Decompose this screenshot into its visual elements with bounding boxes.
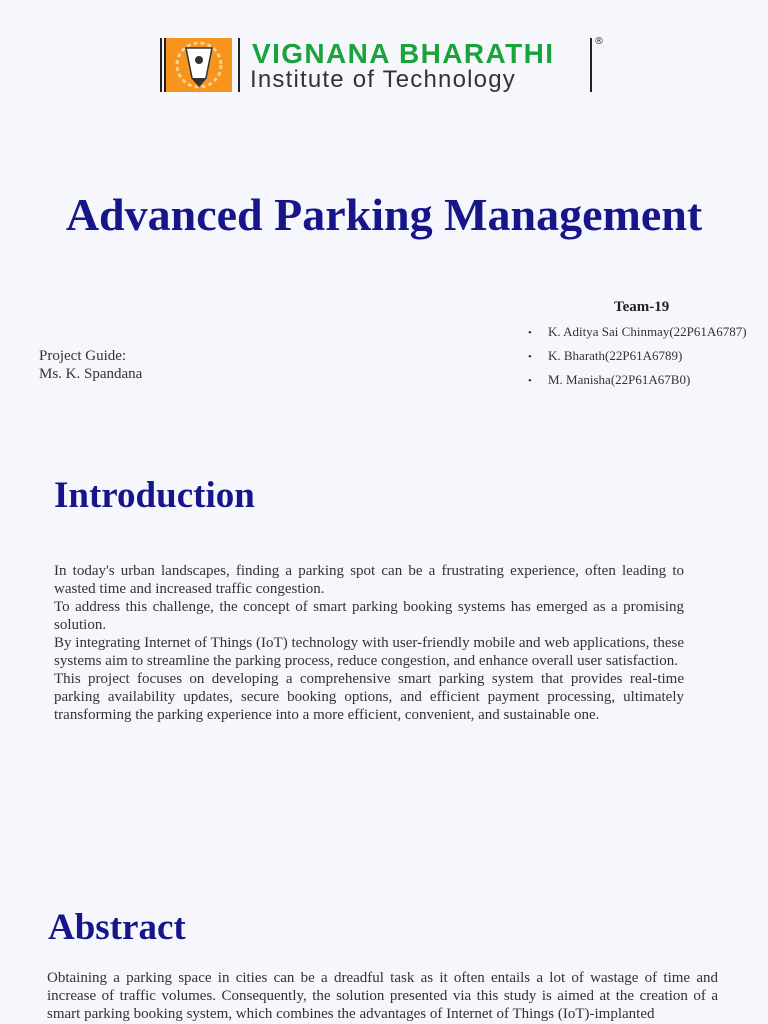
guide-name: Ms. K. Spandana [39, 366, 143, 382]
team-member [528, 323, 747, 347]
introduction-paragraph: This project focuses on developing a comprehensive smart parking system that provides real-time parking availability updates, secure booking options, and efficient payment processing, ultimately transforming the parking experience into a more efficient, convenient, and sustainable one. [54, 671, 684, 723]
introduction-body [54, 562, 684, 724]
team-member-name: K. Aditya Sai Chinmay(22P61A6787) [548, 324, 747, 339]
introduction-paragraph: In today's urban landscapes, finding a parking spot can be a frustrating experience, often leading to wasted time and increased traffic congestion. [54, 563, 684, 597]
bullet-icon: • [528, 351, 532, 363]
registered-mark: ® [594, 36, 604, 47]
logo-divider-mid [238, 38, 240, 92]
introduction-paragraph: By integrating Internet of Things (IoT) technology with user-friendly mobile and web applications, these systems aim to streamline the parking process, reduce congestion, and enhance overall user satisfaction. [54, 635, 684, 669]
team-member [528, 371, 747, 395]
bullet-icon: • [528, 327, 532, 339]
introduction-paragraph: To address this challenge, the concept of smart parking booking systems has emerged as a promising solution. [54, 599, 684, 633]
emblem-icon [166, 38, 232, 92]
abstract-body: Obtaining a parking space in cities can be a dreadful task as it often entails a lot of wastage of time and increase of traffic volumes. Consequently, the solution presented via this study is aimed at the creation of a smart parking booking system, which combines the advantages of Internet of Things (IoT)-implanted [47, 970, 718, 1022]
guide-label: Project Guide: [39, 348, 127, 364]
logo-line1: VIGNANA BHARATHI [252, 38, 555, 69]
page-title: Advanced Parking Management [65, 189, 703, 240]
abstract-heading: Abstract [48, 907, 186, 948]
logo-line2: Institute of Technology [250, 66, 516, 93]
bullet-icon: • [528, 375, 532, 387]
team-member [528, 347, 747, 371]
institute-logo [160, 38, 610, 94]
team-member-name: M. Manisha(22P61A67B0) [548, 372, 691, 387]
team-heading: Team-19 [614, 299, 670, 315]
project-guide [39, 347, 142, 383]
team-member-name: K. Bharath(22P61A6789) [548, 348, 683, 363]
introduction-heading: Introduction [54, 475, 255, 516]
logo-divider-left [160, 38, 162, 92]
team-member-list [528, 323, 747, 395]
logo-divider-right [590, 38, 592, 92]
